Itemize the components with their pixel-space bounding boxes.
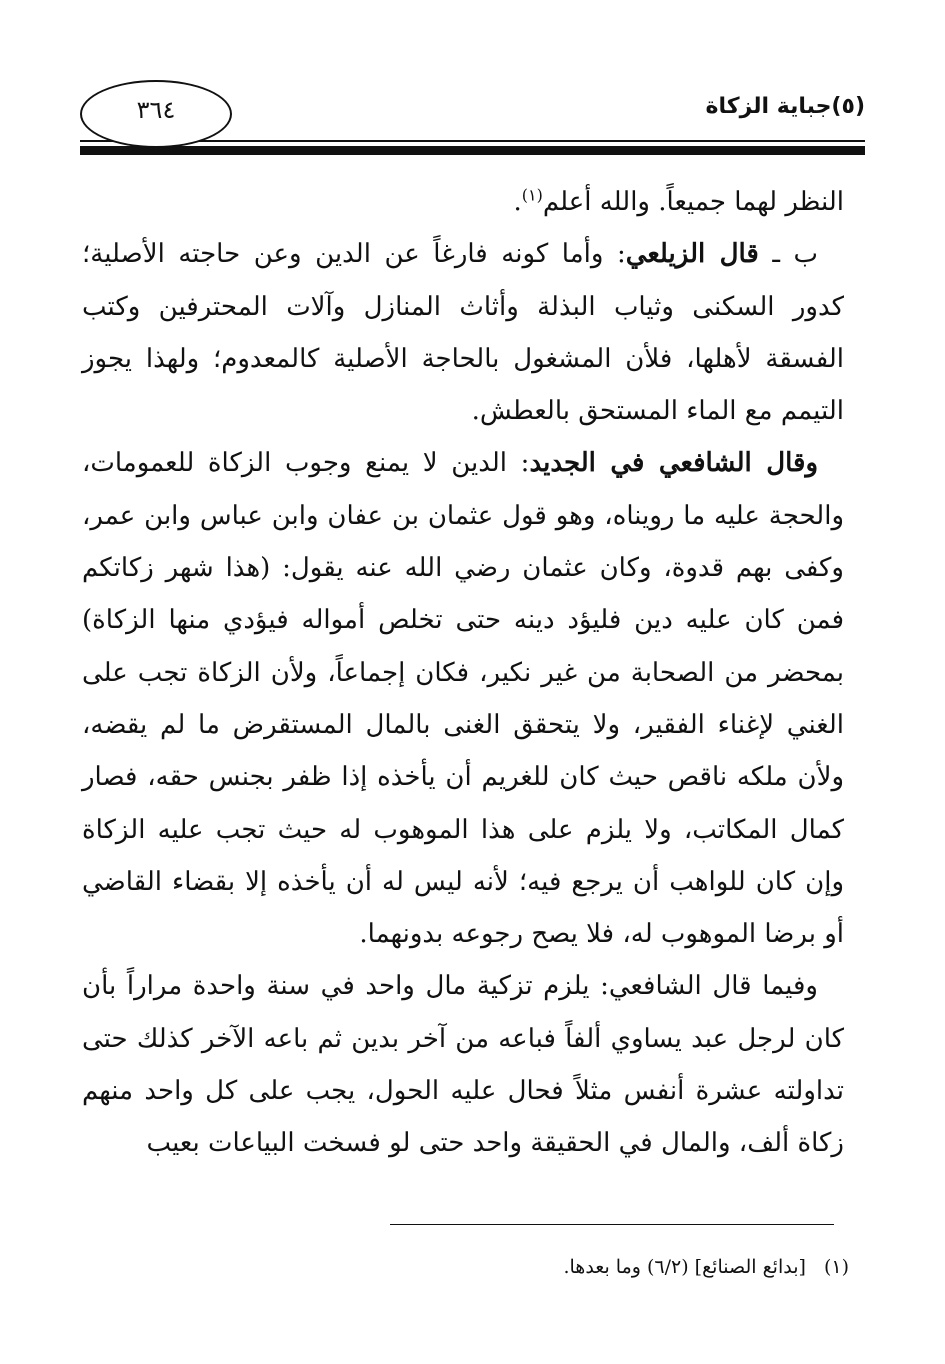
footnote-separator bbox=[390, 1224, 834, 1225]
paragraph-3-text: : الدين لا يمنع وجوب الزكاة للعمومات، والحجة عليه ما رويناه، وهو قول عثمان بن عفان وابن عباس وابن عمر، وكفى بهم قدوة، وكان عثمان رضي الله عنه يقول: (هذا شهر زكاتكم فمن كان عليه دين فليؤد دينه حتى تخلص أمواله فيؤدي منها الزكاة) بمحضر من الصحابة من غير نكير، فكان إجماعاً، ولأن الزكاة تجب على الغني لإغناء الفقير، ولا يتحقق الغنى بالمال المستقرض ما لم يقضه، ولأن ملكه ناقص حيث كان للغريم أن يأخذه إذا ظفر بجنس حقه، فصار كمال المكاتب، ولا يلزم على هذا الموهوب له حيث تجب عليه الزكاة وإن كان للواهب أن يرجع فيه؛ لأنه ليس له أن يأخذه إلا بقضاء القاضي أو برضا الموهوب له، فلا يصح رجوعه بدونهما. bbox=[82, 448, 844, 950]
paragraph-1-text: النظر لهما جميعاً. والله أعلم bbox=[542, 187, 844, 217]
footnote-text: [بدائع الصنائع] (٦/٢) وما بعدها. bbox=[563, 1256, 806, 1278]
footnote-number: (١) bbox=[823, 1256, 849, 1278]
paragraph-2 bbox=[82, 228, 844, 437]
running-title: (٥)جباية الزكاة bbox=[705, 94, 865, 119]
paragraph-3-speaker: وقال الشافعي في الجديد bbox=[529, 448, 818, 479]
page-number: ٣٦٤ bbox=[136, 96, 176, 124]
paragraph-2-text: : وأما كونه فارغاً عن الدين وعن حاجته الأصلية؛ كدور السكنى وثياب البذلة وأثاث المنازل وآلات المحترفين وكتب الفسقة لأهلها، فلأن المشغول بالحاجة الأصلية كالمعدوم؛ ولهذا يجوز التيمم مع الماء المستحق بالعطش. bbox=[82, 239, 844, 427]
page-header bbox=[80, 80, 865, 166]
header-thick-rule bbox=[80, 146, 865, 155]
paragraph-3 bbox=[82, 437, 844, 960]
paragraph-4 bbox=[82, 960, 844, 1169]
main-text bbox=[82, 176, 844, 1170]
paragraph-2-lead: ب ـ bbox=[758, 239, 819, 270]
page-number-oval bbox=[80, 80, 232, 148]
paragraph-2-speaker: قال الزيلعي bbox=[625, 239, 759, 270]
paragraph-1 bbox=[82, 176, 844, 228]
paragraph-4-text: وفيما قال الشافعي: يلزم تزكية مال واحد في سنة واحدة مراراً بأن كان لرجل عبد يساوي ألفاً فباعه من آخر بدين ثم باعه الآخر كذلك حتى تداولته عشرة أنفس مثلاً فحال عليه الحول، يجب على كل واحد منهم زكاة ألف، والمال في الحقيقة واحد حتى لو فسخت البياعات بعيب bbox=[82, 971, 844, 1159]
paragraph-1-end: . bbox=[513, 187, 522, 217]
footnote-1 bbox=[563, 1256, 849, 1278]
footnote-reference[interactable]: (١) bbox=[521, 185, 543, 205]
